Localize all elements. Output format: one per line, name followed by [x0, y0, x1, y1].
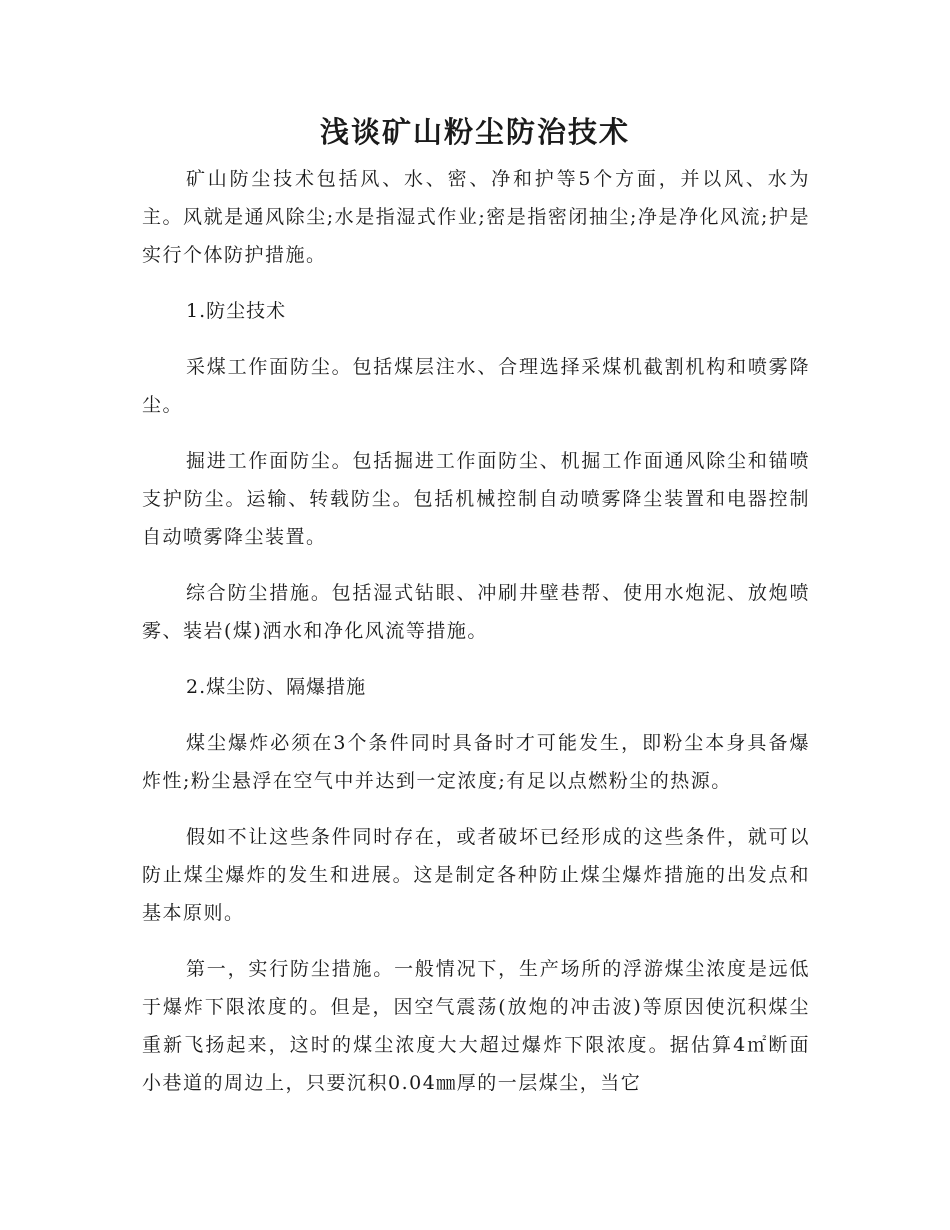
paragraph-comprehensive-measures: 综合防尘措施。包括湿式钻眼、冲刷井壁巷帮、使用水炮泥、放炮喷雾、装岩(煤)洒水和净化风流等措施。	[142, 582, 810, 642]
section-heading-dust-prevention: 1.防尘技术	[186, 300, 287, 322]
paragraph-explosion-conditions: 煤尘爆炸必须在3个条件同时具备时才可能发生，即粉尘本身具备爆炸性;粉尘悬浮在空气中并达到一定浓度;有足以点燃粉尘的热源。	[142, 732, 810, 792]
paragraph-first-measure: 第一，实行防尘措施。一般情况下，生产场所的浮游煤尘浓度是远低于爆炸下限浓度的。但是，因空气震荡(放炮的冲击波)等原因使沉积煤尘重新飞扬起来，这时的煤尘浓度大大超过爆炸下限浓度。据估算4㎡断面小巷道的周边上，只要沉积0.04㎜厚的一层煤尘，当它	[142, 958, 810, 1094]
paragraph-mining-face: 采煤工作面防尘。包括煤层注水、合理选择采煤机截割机构和喷雾降尘。	[142, 356, 810, 416]
paragraph-intro: 矿山防尘技术包括风、水、密、净和护等5个方面，并以风、水为主。风就是通风除尘;水是指湿式作业;密是指密闭抽尘;净是净化风流;护是实行个体防护措施。	[142, 168, 810, 266]
document-body	[142, 160, 810, 1120]
section-heading-explosion-prevention: 2.煤尘防、隔爆措施	[186, 676, 367, 698]
paragraph-tunneling-face: 掘进工作面防尘。包括掘进工作面防尘、机掘工作面通风除尘和锚喷支护防尘。运输、转载防尘。包括机械控制自动喷雾降尘装置和电器控制自动喷雾降尘装置。	[142, 450, 810, 548]
paragraph-principle: 假如不让这些条件同时存在，或者破坏已经形成的这些条件，就可以防止煤尘爆炸的发生和进展。这是制定各种防止煤尘爆炸措施的出发点和基本原则。	[142, 826, 810, 924]
document-title: 浅谈矿山粉尘防治技术	[319, 115, 630, 149]
